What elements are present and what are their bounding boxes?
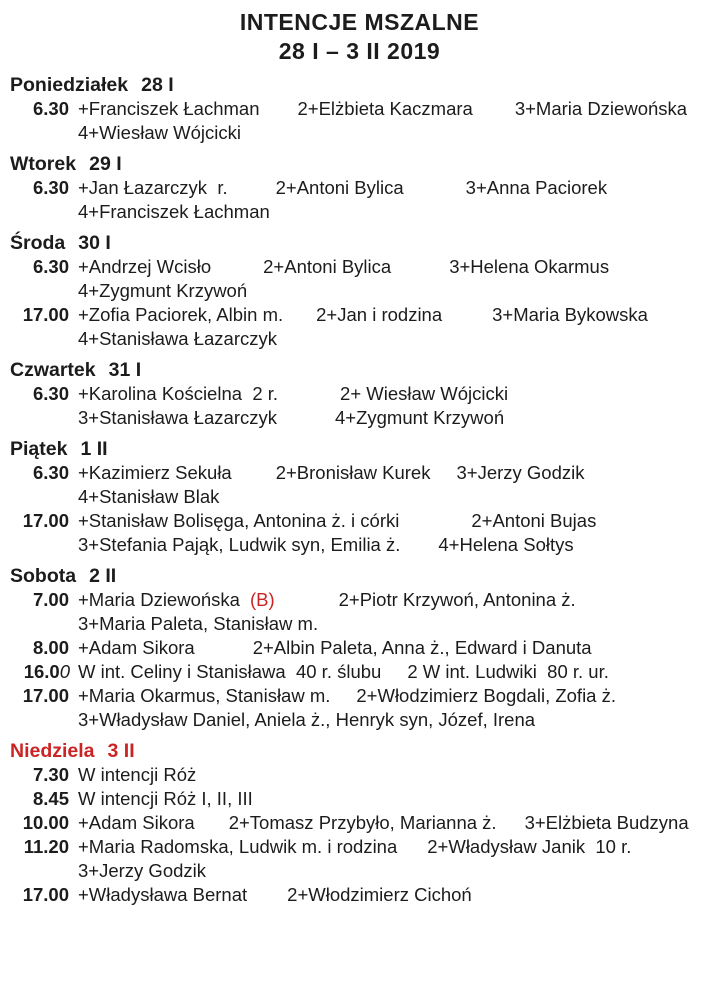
mass-time: 6.30 <box>32 177 69 198</box>
mass-time: 7.00 <box>32 589 69 610</box>
mass-row <box>0 763 719 787</box>
day-section <box>0 152 719 224</box>
intention-segment: 2+Włodzimierz Bogdali, Zofia ż. <box>356 685 617 706</box>
intention-segment: 2+ Wiesław Wójcicki <box>340 383 509 404</box>
day-date: 2 II <box>89 565 117 587</box>
intention-segment: 3+Jerzy Godzik <box>456 462 585 483</box>
intention-segment: 3+Anna Paciorek <box>465 177 608 198</box>
intention-segment: 2+Bronisław Kurek <box>275 462 431 483</box>
day-section <box>0 564 719 732</box>
mass-row <box>0 406 719 430</box>
day-header <box>10 358 719 382</box>
day-name: Wtorek <box>10 153 77 175</box>
day-section <box>0 437 719 557</box>
intention-segment: +Jan Łazarczyk r. <box>78 177 228 198</box>
day-header <box>10 739 719 763</box>
intention-segment: +Maria Dziewońska <box>78 589 240 610</box>
day-header <box>10 564 719 588</box>
day-section <box>0 739 719 907</box>
intention-segment: +Władysława Bernat <box>78 884 248 905</box>
intention-segment: 2+Elżbieta Kaczmara <box>297 98 473 119</box>
day-name: Sobota <box>10 565 77 587</box>
intention-segment: (B) <box>249 589 275 610</box>
mass-time: 6.30 <box>32 462 69 483</box>
intention-segment: +Adam Sikora <box>78 637 195 658</box>
mass-row <box>0 200 719 224</box>
mass-time: 17.00 <box>22 685 69 706</box>
intention-segment: W intencji Róż <box>78 764 197 785</box>
intention-segment: 4+Stanisława Łazarczyk <box>78 328 277 349</box>
intention-segment: +Zofia Paciorek, Albin m. <box>78 304 284 325</box>
intention-segment: +Maria Radomska, Ludwik m. i rodzina <box>78 836 398 857</box>
day-header <box>10 231 719 255</box>
intention-segment: 2+Władysław Janik 10 r. <box>427 836 632 857</box>
mass-row <box>0 660 719 684</box>
day-date: 3 II <box>107 740 135 762</box>
intention-segment: 3+Władysław Daniel, Aniela ż., Henryk syn, Józef, Irena <box>78 709 536 730</box>
title-block <box>0 8 719 66</box>
intention-segment: 2+Antoni Bylica <box>275 177 404 198</box>
day-date: 30 I <box>78 232 111 254</box>
mass-time: 17.00 <box>22 510 69 531</box>
day-name: Czwartek <box>10 359 96 381</box>
mass-time: 7.30 <box>32 764 69 785</box>
intention-segment: W int. Celiny i Stanisława 40 r. ślubu <box>78 661 382 682</box>
intention-segment: +Andrzej Wcisło <box>78 256 212 277</box>
mass-time: 6.30 <box>32 383 69 404</box>
day-section <box>0 73 719 145</box>
days <box>0 73 719 907</box>
mass-row <box>0 303 719 327</box>
intention-segment: +Maria Okarmus, Stanisław m. <box>78 685 331 706</box>
day-name: Środa <box>10 232 66 254</box>
intention-segment: 4+Wiesław Wójcicki <box>78 122 241 143</box>
intention-segment: 2+Piotr Krzywoń, Antonina ż. <box>338 589 576 610</box>
intention-segment: 3+Stefania Pająk, Ludwik syn, Emilia ż. <box>78 534 401 555</box>
mass-row <box>0 835 719 859</box>
day-header <box>10 152 719 176</box>
date-range: 28 I – 3 II 2019 <box>278 38 441 64</box>
mass-time: 6.30 <box>32 98 69 119</box>
mass-row <box>0 612 719 636</box>
day-name: Niedziela <box>10 740 95 762</box>
day-date: 1 II <box>80 438 108 460</box>
intention-segment: 2+Włodzimierz Cichoń <box>287 884 472 905</box>
intention-segment: 2+Antoni Bylica <box>263 256 392 277</box>
mass-row <box>0 255 719 279</box>
mass-time: 17.00 <box>22 884 69 905</box>
mass-row <box>0 97 719 121</box>
mass-time: 10.00 <box>22 812 69 833</box>
intention-segment: 4+Zygmunt Krzywoń <box>78 280 248 301</box>
intention-segment: 3+Helena Okarmus <box>449 256 610 277</box>
mass-row <box>0 787 719 811</box>
mass-row <box>0 176 719 200</box>
intention-segment: +Adam Sikora <box>78 812 195 833</box>
mass-row <box>0 461 719 485</box>
intention-segment: 3+Maria Bykowska <box>492 304 648 325</box>
mass-row <box>0 588 719 612</box>
mass-time: 8.00 <box>32 637 69 658</box>
day-header <box>10 437 719 461</box>
day-section <box>0 358 719 430</box>
intention-segment: 3+Jerzy Godzik <box>78 860 207 881</box>
mass-row <box>0 859 719 883</box>
day-header <box>10 73 719 97</box>
mass-row <box>0 279 719 303</box>
day-date: 28 I <box>141 74 174 96</box>
day-section <box>0 231 719 351</box>
intention-segment: 2+Antoni Bujas <box>471 510 597 531</box>
intention-segment: +Stanisław Bolisęga, Antonina ż. i córki <box>78 510 400 531</box>
intention-segment: +Franciszek Łachman <box>78 98 260 119</box>
mass-time: 8.45 <box>32 788 69 809</box>
mass-row <box>0 684 719 708</box>
intention-segment: 3+Maria Dziewońska <box>514 98 688 119</box>
intention-segment: 4+Franciszek Łachman <box>78 201 270 222</box>
mass-row <box>0 883 719 907</box>
intention-segment: +Karolina Kościelna 2 r. <box>78 383 279 404</box>
intention-segment: +Kazimierz Sekuła <box>78 462 232 483</box>
intention-segment: W intencji Róż I, II, III <box>78 788 253 809</box>
intention-segment: 3+Elżbieta Budzyna <box>524 812 689 833</box>
mass-row <box>0 708 719 732</box>
mass-time: 16.00 <box>23 661 69 682</box>
mass-row <box>0 485 719 509</box>
intention-segment: 4+Zygmunt Krzywoń <box>334 407 505 428</box>
mass-row <box>0 382 719 406</box>
day-name: Piątek <box>10 438 68 460</box>
mass-row <box>0 121 719 145</box>
intention-segment: 3+Stanisława Łazarczyk <box>78 407 277 428</box>
mass-time-handwritten: 0 <box>59 661 69 682</box>
mass-time: 11.20 <box>23 836 69 857</box>
intention-segment: 3+Maria Paleta, Stanisław m. <box>78 613 319 634</box>
mass-row <box>0 636 719 660</box>
mass-row <box>0 327 719 351</box>
intention-segment: 2 W int. Ludwiki 80 r. ur. <box>407 661 609 682</box>
mass-row <box>0 533 719 557</box>
day-date: 31 I <box>108 359 142 381</box>
mass-time: 6.30 <box>32 256 69 277</box>
page-title: INTENCJE MSZALNE <box>239 9 480 35</box>
day-date: 29 I <box>89 153 122 175</box>
day-name: Poniedziałek <box>10 74 129 96</box>
intention-segment: 4+Helena Sołtys <box>438 534 574 555</box>
intention-segment: 2+Tomasz Przybyło, Marianna ż. <box>228 812 497 833</box>
intention-segment: 2+Jan i rodzina <box>316 304 443 325</box>
mass-row <box>0 811 719 835</box>
intention-segment: 2+Albin Paleta, Anna ż., Edward i Danuta <box>252 637 592 658</box>
mass-row <box>0 509 719 533</box>
intention-segment: 4+Stanisław Blak <box>78 486 220 507</box>
mass-time: 17.00 <box>22 304 69 325</box>
